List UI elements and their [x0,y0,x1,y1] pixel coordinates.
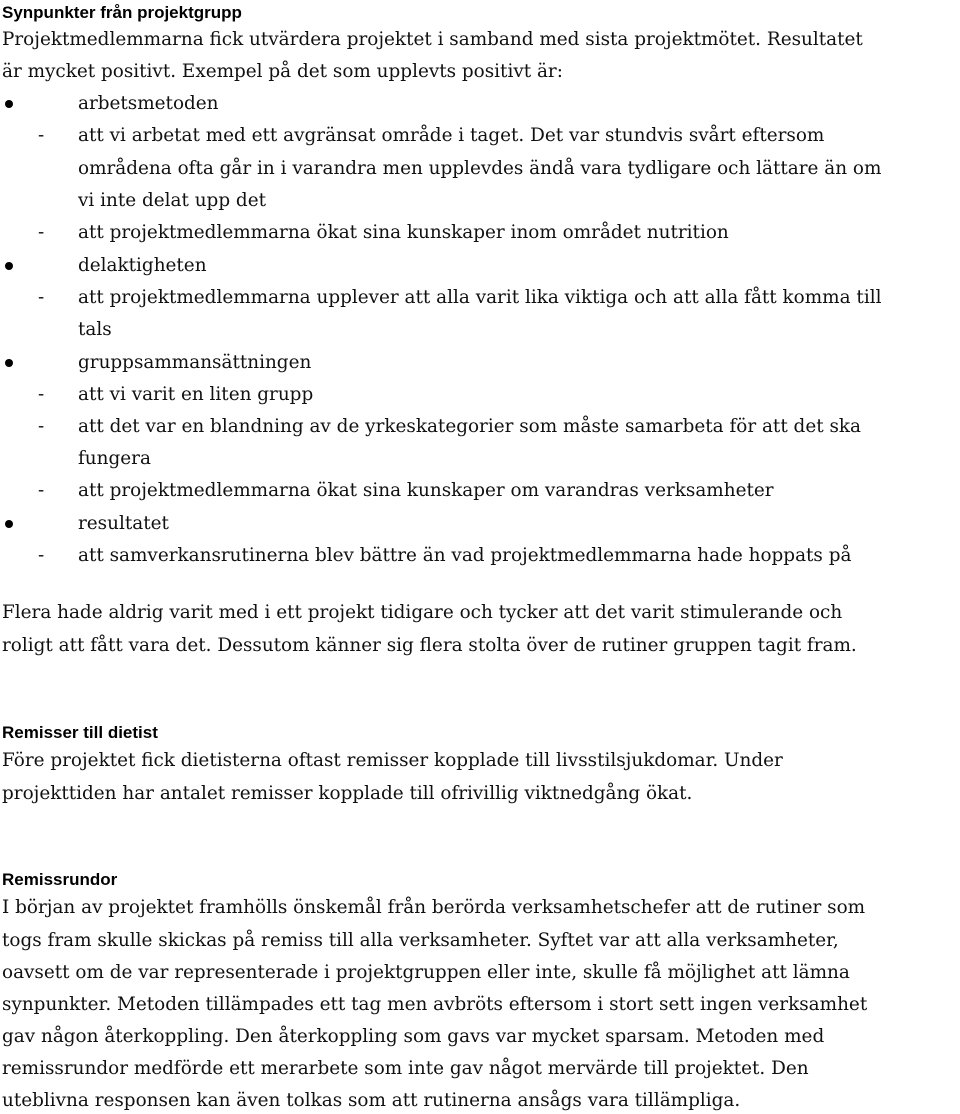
section-heading-remisser: Remisser till dietist [2,723,158,742]
paragraph-line: projekttiden har antalet remisser kopplade till ofrivillig viktnedgång ökat. [2,783,693,804]
sub-item-line: att projektmedlemmarna ökat sina kunskaper inom området nutrition [78,222,729,243]
sub-item-line: att det var en blandning av de yrkeskategorier som måste samarbeta för att det ska [78,416,861,437]
paragraph-line: remissrundor medförde ett merarbete som inte gav något mervärde till projektet. Den [2,1058,809,1079]
outro-line-2: roligt att fått vara det. Dessutom känner sig flera stolta över de rutiner gruppen tagit fram. [2,635,857,656]
intro-line-2: är mycket positivt. Exempel på det som upplevts positivt är: [2,61,563,82]
intro-line-1: Projektmedlemmarna fick utvärdera projektet i samband med sista projektmötet. Resultatet [2,29,863,50]
sub-item-line: tals [78,319,112,340]
paragraph-line: I början av projektet framhölls önskemål från berörda verksamhetschefer att de rutiner som [2,897,866,918]
paragraph-line: togs fram skulle skickas på remiss till alla verksamheter. Syftet var att alla verksamheter, [2,930,839,951]
sub-item-line: att projektmedlemmarna upplever att alla varit lika viktiga och att alla fått komma till [78,287,882,308]
sub-item-line: fungera [78,448,151,469]
paragraph-line: gav någon återkoppling. Den återkoppling som gavs var mycket sparsam. Metoden med [2,1026,825,1047]
sub-item-line: att vi arbetat med ett avgränsat område i taget. Det var stundvis svårt eftersom [78,125,825,146]
dash-icon: - [38,125,45,146]
dash-icon: - [38,416,45,437]
dash-icon: - [38,480,45,501]
paragraph-line: oavsett om de var representerade i projektgruppen eller inte, skulle få möjlighet att lämna [2,962,850,983]
section-heading-remissrundor: Remissrundor [2,870,118,889]
sub-item-line: att vi varit en liten grupp [78,384,314,405]
dash-icon: - [38,384,45,405]
paragraph-line: synpunkter. Metoden tillämpades ett tag men avbröts eftersom i stort sett ingen verksamhet [2,994,868,1015]
bullet-gruppsammansattningen: gruppsammansättningen [78,352,312,373]
paragraph-line: uteblivna responsen kan även tolkas som att rutinerna ansågs vara tillämpliga. [2,1090,741,1111]
bullet-delaktigheten: delaktigheten [78,255,207,276]
dash-icon: - [38,287,45,308]
dash-icon: - [38,222,45,243]
sub-item-line: vi inte delat upp det [78,190,266,211]
dash-icon: - [38,545,45,566]
paragraph-line: Före projektet fick dietisterna oftast remisser kopplade till livsstilsjukdomar. Under [2,750,783,771]
bullet-icon [5,100,13,108]
bullet-resultatet: resultatet [78,513,169,534]
section-heading-synpunkter: Synpunkter från projektgrupp [2,3,242,22]
sub-item-line: att samverkansrutinerna blev bättre än vad projektmedlemmarna hade hoppats på [78,545,852,566]
bullet-icon [5,520,13,528]
bullet-arbetsmetoden: arbetsmetoden [78,93,219,114]
outro-line-1: Flera hade aldrig varit med i ett projekt tidigare och tycker att det varit stimulerande och [2,602,843,623]
sub-item-line: att projektmedlemmarna ökat sina kunskaper om varandras verksamheter [78,480,774,501]
sub-item-line: områdena ofta går in i varandra men upplevdes ändå vara tydligare och lättare än om [78,158,882,179]
bullet-icon [5,262,13,270]
bullet-icon [5,359,13,367]
